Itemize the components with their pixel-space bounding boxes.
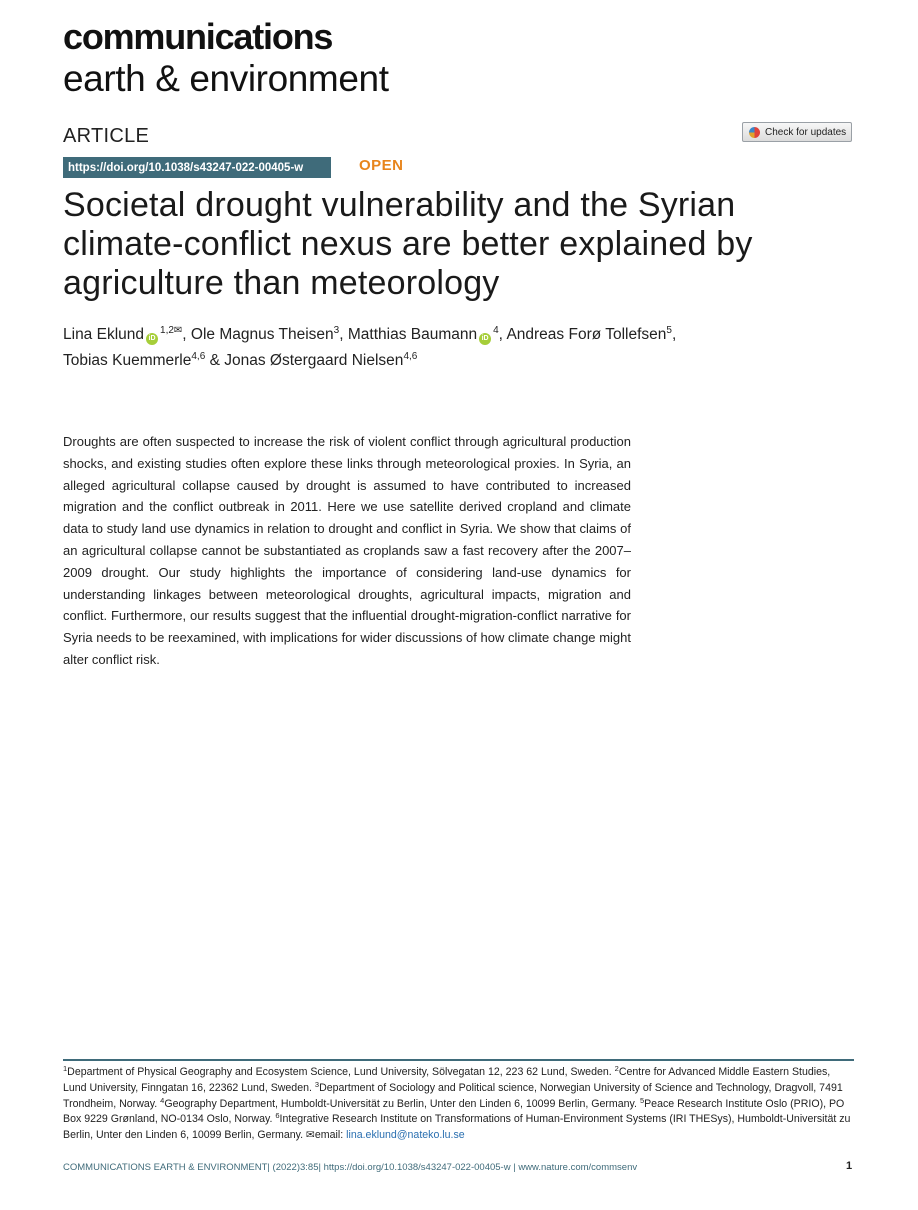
author-name[interactable]: Lina Eklund [63,326,145,343]
page-footer: COMMUNICATIONS EARTH & ENVIRONMENT| (2022)3:85| https://doi.org/10.1038/s43247-022-00405-w | www.nature.com/commsenv [63,1162,638,1173]
footnote-divider [63,1059,854,1061]
author-affiliation: 4,6 [403,351,418,362]
journal-name-line1: communications [63,16,333,57]
author-list: Lina Eklund $iD^{1,2✉}$, Ole Magnus Theisen$^3$, Matthias Baumann $iD^4$, Andreas Forø Tollefsen$^5$, Tobias Kuemmerle$^{4,6}$ & Jonas Østergaard Nielsen$^{4,6}$ [63,325,677,369]
author-affiliation: 1,2✉ [160,325,183,336]
doi-link[interactable]: https://doi.org/10.1038/s43247-022-00405-w [63,157,331,178]
affiliations-footnote [63,1065,854,1144]
author-affiliation: 4 [493,325,499,336]
affiliation-text: Department of Physical Geography and Ecosystem Science, Lund University, Sölvegatan 12, 223 62 Lund, Sweden. [67,1066,612,1078]
author-name[interactable]: Matthias Baumann [347,326,478,343]
affiliation-number: 5 [639,1095,645,1105]
author-affiliation: 3 [333,325,340,336]
affiliation-number: 1 [63,1064,68,1073]
page-number: 1 [846,1160,853,1172]
article-title: Societal drought vulnerability and the Syrian climate-conflict nexus are better explained by agriculture than meteorology [63,186,753,302]
email-prefix: ✉email: [306,1129,347,1142]
author-affiliation: 5 [666,325,672,336]
abstract: Droughts are often suspected to increase the risk of violent conflict through agricultural production shocks, and existing studies often explore these links through meteorological proxies. In Syria, an alleged agricultural collapse caused by drought is assumed to have contributed to increased migration and the conflict outbreak in 2011. Here we use satellite derived cropland and climate data to study land use dynamics in relation to drought and conflict in Syria. We show that claims of an agricultural collapse cannot be substantiated as croplands saw a fast recovery after the 2007–2009 drought. Our study highlights the importance of considering land-use dynamics for understanding linkages between meteorological droughts, agricultural impacts, migration and conflict. Furthermore, our results suggest that the influential drought-migration-conflict narrative for Syria needs to be reexamined, with implications for wider discussions of how climate change might alter conflict risk. [63,434,631,667]
affiliation-text: Integrative Research Institute on Transformations of Human-Environment Systems (IRI THESys), Humboldt-Universität zu Berlin, Unter den Linden 6, 10099 Berlin, Germany. [63,1113,851,1142]
author-name[interactable]: Jonas Østergaard Nielsen [224,352,404,369]
email-link[interactable]: lina.eklund@nateko.lu.se [346,1129,465,1142]
article-type-label: ARTICLE [63,125,150,147]
check-for-updates-label: Check for updates [765,126,847,138]
author-affiliation: 4,6 [191,351,206,362]
open-access-label: OPEN [359,157,404,174]
affiliation-number: 3 [314,1079,320,1089]
affiliation-text: Department of Sociology and Political science, Norwegian University of Science and Technology, Dragvoll, 7491 Trondheim, Norway. [63,1081,843,1110]
author-name[interactable]: Andreas Forø Tollefsen [506,326,667,343]
author-name[interactable]: Tobias Kuemmerle [63,352,192,369]
author-name[interactable]: Ole Magnus Theisen [190,326,334,343]
orcid-icon[interactable]: iD [479,333,491,345]
affiliation-number: 6 [275,1111,280,1121]
orcid-icon[interactable]: iD [146,333,158,345]
affiliation-text: Centre for Advanced Middle Eastern Studies, Lund University, Finngatan 16, 22362 Lund, Sweden. [63,1066,831,1094]
crossmark-icon [749,127,760,138]
affiliation-number: 4 [160,1095,165,1105]
affiliation-text: Peace Research Institute Oslo (PRIO), PO Box 9229 Grønland, NO-0134 Oslo, Norway. [63,1097,845,1126]
check-for-updates-button[interactable] [742,122,852,142]
affiliation-text: Geography Department, Humboldt-Universität zu Berlin, Unter den Linden 6, 10099 Berlin, Germany. [164,1097,637,1110]
affiliation-number: 2 [614,1064,619,1073]
journal-name-line2: earth & environment [63,58,389,99]
